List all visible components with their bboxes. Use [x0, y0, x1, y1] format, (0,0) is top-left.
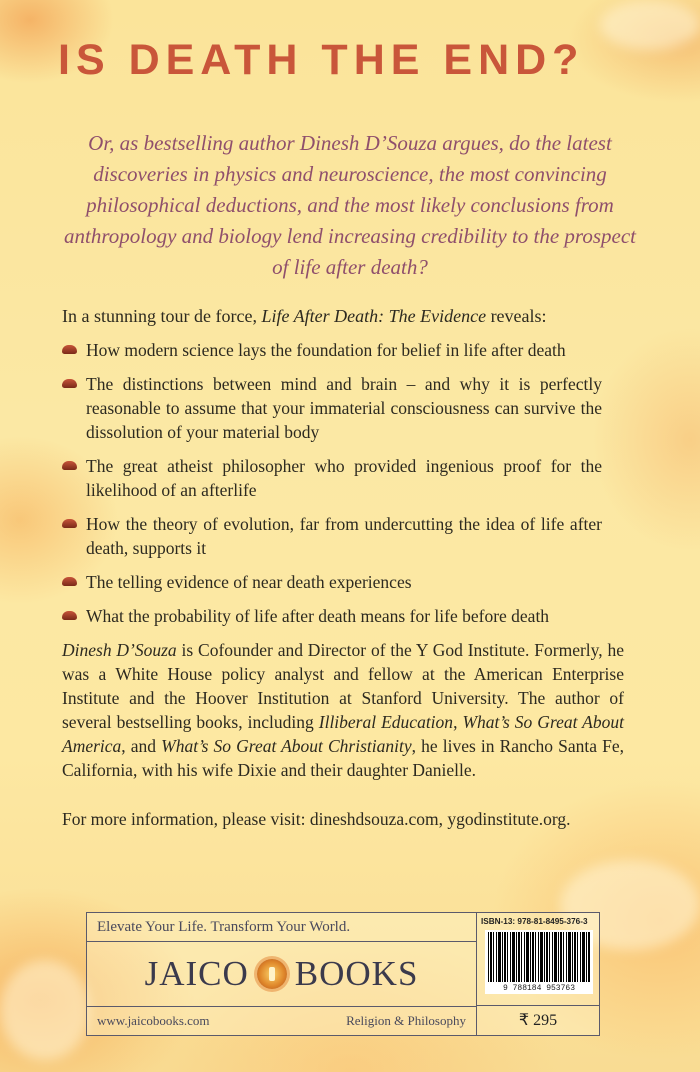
reveal-list — [62, 338, 602, 638]
publisher-footer — [86, 912, 600, 1036]
book-title: Life After Death: The Evidence — [261, 306, 487, 326]
bio-text: is Cofounder and Director of the Y God Institute. Formerly, he was a White House policy analyst and fellow at the American Enterprise Institute and the Hoover Institution at Stanford University. The author of several bestselling books, including — [62, 640, 624, 732]
bullet-icon — [62, 461, 77, 470]
book-title-3: What’s So Great About Christianity — [161, 736, 412, 756]
barcode-number: 9 788184 953763 — [502, 984, 575, 993]
book-category: Religion & Philosophy — [346, 1013, 466, 1028]
barcode-bars — [488, 932, 590, 982]
isbn-label: ISBN-13: 978-81-8495-376-3 — [481, 917, 588, 926]
book-title-2: What’s So Great About America — [62, 712, 624, 756]
cloud-highlight — [0, 960, 90, 1060]
subtitle-question: Or, as bestselling author Dinesh D’Souza argues, do the latest discoveries in physics and neuroscience, the most convincing philosophical deductions, and the most likely conclusions from anthropology and biology lend increasing credibility to the prospect of life after death? — [64, 131, 636, 279]
list-item-text: The telling evidence of near death experiences — [86, 572, 412, 592]
brand-left: JAICO — [144, 954, 249, 993]
bullet-icon — [62, 611, 77, 620]
bullet-icon — [62, 379, 77, 388]
list-item — [62, 512, 602, 560]
list-item — [62, 454, 602, 502]
list-item-text: How the theory of evolution, far from undercutting the idea of life after death, supports it — [86, 514, 602, 558]
book-title-1: Illiberal Education — [318, 712, 454, 732]
intro-after: reveals: — [486, 306, 547, 326]
publisher-info-row — [87, 1007, 476, 1035]
list-item — [62, 570, 602, 594]
author-name: Dinesh D’Souza — [62, 640, 177, 660]
bio-text-end: , he lives in Rancho Santa Fe, California, with his wife Dixie and their daughter Danielle. — [62, 736, 624, 780]
price: ₹ 295 — [477, 1005, 599, 1036]
author-bio — [62, 638, 624, 782]
cloud-highlight — [600, 0, 700, 50]
list-item-text: How modern science lays the foundation for belief in life after death — [86, 340, 566, 360]
list-item-text: The distinctions between mind and brain – and why it is perfectly reasonable to assume that your immaterial consciousness can survive the dissolution of your material body — [86, 374, 602, 442]
page-title: IS DEATH THE END? — [58, 36, 585, 84]
brand-right: BOOKS — [294, 954, 419, 993]
isbn-block — [477, 913, 599, 1035]
publisher-tagline: Elevate Your Life. Transform Your World. — [87, 913, 476, 942]
publisher-brand — [87, 942, 476, 1007]
jaico-logo-icon — [257, 959, 287, 989]
list-item — [62, 372, 602, 444]
list-item-text: What the probability of life after death means for life before death — [86, 606, 550, 626]
intro-before: In a stunning tour de force, — [62, 306, 262, 326]
list-item — [62, 604, 602, 628]
bullet-icon — [62, 519, 77, 528]
intro-line — [62, 304, 547, 328]
bio-separator: , and — [121, 736, 162, 756]
publisher-block — [87, 913, 477, 1035]
publisher-website: www.jaicobooks.com — [97, 1013, 210, 1028]
bullet-icon — [62, 577, 77, 586]
list-item-text: The great atheist philosopher who provided ingenious proof for the likelihood of an afterlife — [86, 456, 602, 500]
bullet-icon — [62, 345, 77, 354]
more-info-line: For more information, please visit: dineshdsouza.com, ygodinstitute.org. — [62, 809, 571, 829]
bio-separator: , — [453, 712, 463, 732]
barcode — [485, 930, 593, 994]
list-item — [62, 338, 602, 362]
